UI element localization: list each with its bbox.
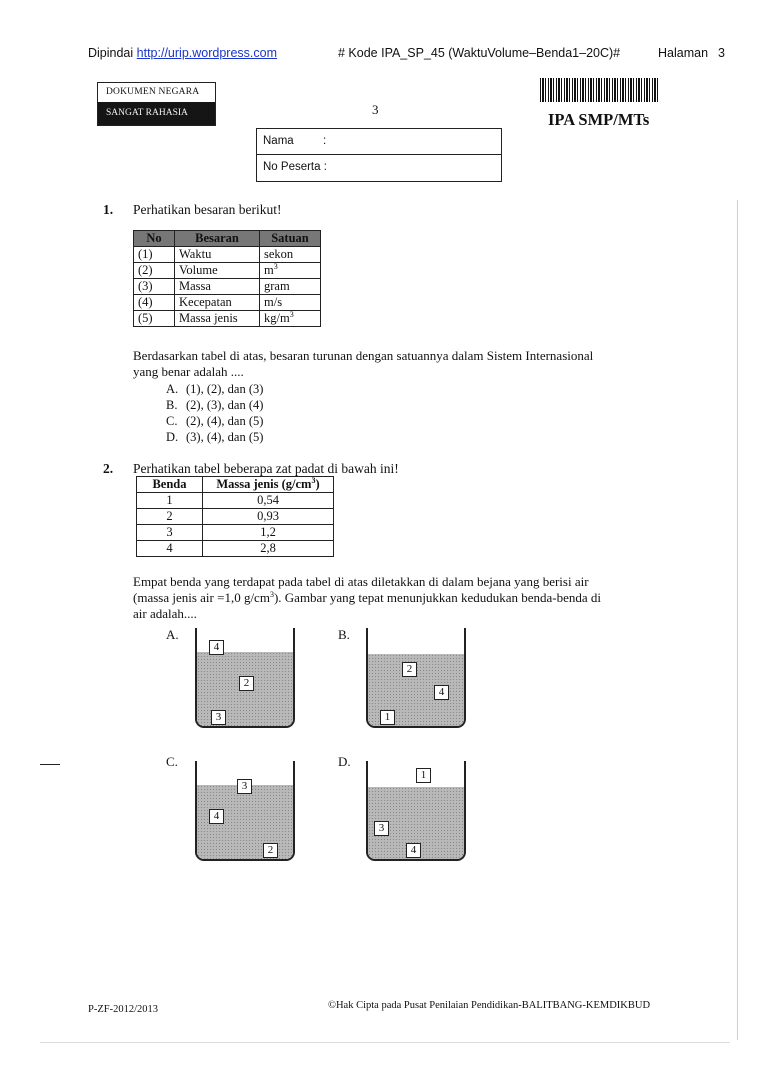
object-box: 3 (374, 821, 389, 836)
table-row (134, 247, 321, 263)
object-box: 1 (416, 768, 431, 783)
object-box: 2 (263, 843, 278, 858)
q2-number: 2. (103, 461, 114, 476)
cell: 0,93 (203, 509, 334, 525)
object-box: 2 (402, 662, 417, 677)
subject-title: IPA SMP/MTs (548, 110, 650, 129)
option-c-label[interactable]: C. (166, 754, 178, 769)
header-close: ) (315, 477, 320, 491)
participant-row[interactable] (257, 154, 501, 180)
exponent: 3 (269, 590, 274, 599)
option-text: (2), (3), dan (4) (186, 398, 264, 412)
object-box: 4 (406, 843, 421, 858)
option-a-label[interactable]: A. (166, 627, 179, 642)
cell: gram (260, 279, 321, 295)
q1-question (133, 348, 653, 380)
cell: Massa (175, 279, 260, 295)
page-indicator (658, 46, 725, 60)
q2-prompt: Perhatikan tabel beberapa zat padat di bawah ini! (133, 461, 399, 476)
cell: 0,54 (203, 493, 334, 509)
q1-option-d[interactable] (166, 429, 263, 445)
cell: (4) (134, 295, 175, 311)
cell: m/s (260, 295, 321, 311)
header-text: Massa jenis (g/cm (216, 477, 312, 491)
option-text: (2), (4), dan (5) (186, 414, 264, 428)
q1-col-besaran: Besaran (175, 231, 260, 247)
stamp-top: DOKUMEN NEGARA (106, 87, 200, 97)
document-stamp (97, 82, 216, 126)
scan-edge-bottom (40, 1042, 730, 1043)
participant-label: No Peserta : (263, 161, 327, 173)
q1-number: 1. (103, 202, 114, 217)
footer-copyright: ©Hak Cipta pada Pusat Penilaian Pendidikan-BALITBANG-KEMDIKBUD (328, 1000, 651, 1011)
object-box: 4 (434, 685, 449, 700)
line2-a: (massa jenis air =1,0 g/cm (133, 590, 270, 605)
cell: (5) (134, 311, 175, 327)
cell: 3 (137, 525, 203, 541)
cell: 2 (137, 509, 203, 525)
q2-col-massa (203, 477, 334, 493)
scan-prefix: Dipindai (88, 46, 134, 60)
cell: 1 (137, 493, 203, 509)
option-letter: D. (166, 430, 179, 444)
unit: kg/m (264, 311, 290, 325)
q2-question (133, 574, 673, 622)
identity-box (256, 128, 502, 182)
unit: m (264, 263, 274, 277)
option-letter: B. (166, 398, 178, 412)
beaker-b[interactable] (366, 628, 466, 728)
option-letter: C. (166, 414, 178, 428)
exponent: 3 (289, 310, 294, 319)
table-row (137, 525, 334, 541)
option-text: (3), (4), dan (5) (186, 430, 264, 444)
cell: Waktu (175, 247, 260, 263)
scan-source (88, 46, 277, 60)
cell (260, 311, 321, 327)
table-row (137, 509, 334, 525)
q1-table-header (134, 231, 321, 247)
cell: (2) (134, 263, 175, 279)
q2-col-benda: Benda (137, 477, 203, 493)
margin-mark (40, 764, 60, 765)
q1-col-no: No (134, 231, 175, 247)
q1-option-c[interactable] (166, 413, 263, 429)
table-row (137, 541, 334, 557)
scan-edge (737, 200, 738, 1040)
q1-option-b[interactable] (166, 397, 263, 413)
cell: 2,8 (203, 541, 334, 557)
q2-table-header (137, 477, 334, 493)
table-row (134, 263, 321, 279)
object-box: 2 (239, 676, 254, 691)
cell: (3) (134, 279, 175, 295)
q2-text-line2 (133, 590, 673, 606)
beaker-d[interactable] (366, 761, 466, 861)
cell: (1) (134, 247, 175, 263)
object-box: 4 (209, 809, 224, 824)
footer-code: P-ZF-2012/2013 (88, 1004, 159, 1015)
q1-options (166, 381, 263, 445)
cell (260, 263, 321, 279)
line2-b: ). Gambar yang tepat menunjukkan kedudukan benda-benda di (273, 590, 602, 605)
doc-code: # Kode IPA_SP_45 (WaktuVolume–Benda1–20C)# (338, 46, 621, 60)
object-box: 1 (380, 710, 395, 725)
page-label: Halaman (658, 46, 709, 60)
scan-header (88, 46, 738, 64)
cell: Volume (175, 263, 260, 279)
cell: 4 (137, 541, 203, 557)
q1-option-a[interactable] (166, 381, 263, 397)
object-box: 3 (211, 710, 226, 725)
scan-link[interactable]: http://urip.wordpress.com (136, 46, 277, 60)
option-letter: A. (166, 382, 179, 396)
name-row[interactable] (257, 129, 501, 154)
page-number: 3 (372, 102, 379, 117)
cell: Massa jenis (175, 311, 260, 327)
q2-table (136, 476, 334, 557)
q1-table (133, 230, 321, 327)
name-colon: : (323, 135, 327, 147)
name-label: Nama (263, 135, 294, 147)
object-box: 3 (237, 779, 252, 794)
stamp-bottom: SANGAT RAHASIA (98, 102, 215, 125)
exponent: 3 (311, 476, 316, 485)
table-row (134, 311, 321, 327)
exponent: 3 (273, 262, 278, 271)
beaker-c[interactable] (195, 761, 295, 861)
q1-prompt: Perhatikan besaran berikut! (133, 202, 282, 217)
object-box: 4 (209, 640, 224, 655)
cell: Kecepatan (175, 295, 260, 311)
table-row (134, 295, 321, 311)
q2-text-line3: air adalah.... (133, 606, 197, 621)
option-text: (1), (2), dan (3) (186, 382, 264, 396)
q2-text-line1: Empat benda yang terdapat pada tabel di atas diletakkan di dalam bejana yang berisi air (133, 574, 589, 589)
table-row (134, 279, 321, 295)
option-b-label[interactable]: B. (338, 627, 350, 642)
option-d-label[interactable]: D. (338, 754, 351, 769)
q1-col-satuan: Satuan (260, 231, 321, 247)
q1-question-line1: Berdasarkan tabel di atas, besaran turunan dengan satuannya dalam Sistem Internasional (133, 348, 594, 363)
cell: sekon (260, 247, 321, 263)
q1-question-line2: yang benar adalah .... (133, 364, 244, 379)
barcode-icon (540, 78, 658, 102)
cell: 1,2 (203, 525, 334, 541)
table-row (137, 493, 334, 509)
page-no: 3 (718, 46, 725, 60)
beaker-a[interactable] (195, 628, 295, 728)
